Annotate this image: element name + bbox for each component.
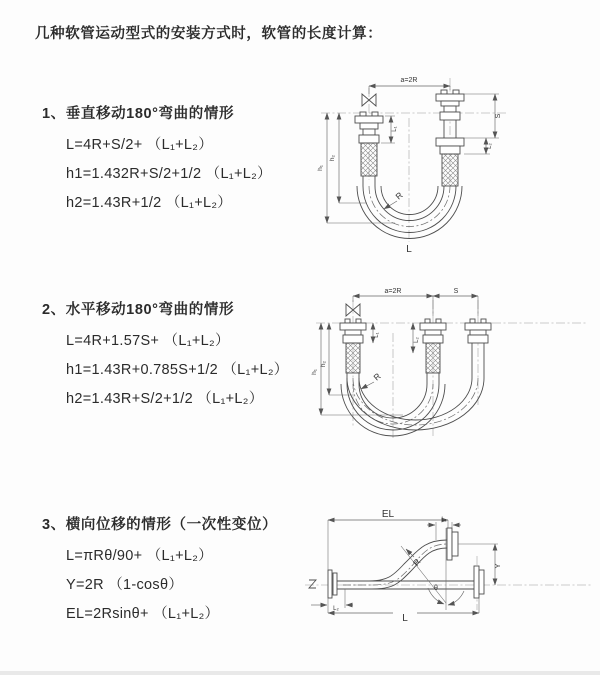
dim-label-s: S: [453, 288, 459, 295]
section-2-heading: 2、水平移动180°弯曲的情形: [42, 302, 235, 318]
right-flange: [474, 566, 484, 598]
dim-label-h2: h₂: [320, 360, 327, 368]
braid-section: [442, 154, 458, 186]
dim-label-l2: L₂: [333, 606, 339, 612]
dim-label-el: EL: [381, 509, 395, 520]
dim-label-l2: L₂: [414, 337, 420, 343]
formula: L=4R+1.57S+ （L₁+L₂）: [66, 333, 230, 349]
centerlines: [305, 556, 593, 610]
formula: h2=1.43R+S/2+1/2 （L₁+L₂）: [66, 391, 264, 407]
dim-label-l1: L₁: [441, 517, 447, 523]
formula: h1=1.432R+S/2+1/2 （L₁+L₂）: [66, 166, 272, 182]
dim-label-l2: L₂: [487, 143, 493, 149]
length-label: L: [406, 244, 412, 255]
middle-hose-end-fitting: [420, 319, 446, 384]
dim-label-a2r: a=2R: [400, 77, 418, 84]
left-flange: [328, 570, 345, 598]
dim-label-h2: h₂: [329, 154, 336, 162]
dimensions: [321, 296, 478, 415]
radius-label: R: [393, 189, 405, 202]
dimensions: [311, 520, 498, 613]
scan-edge-band: [0, 671, 600, 675]
dim-label-l1: L₁: [374, 332, 380, 338]
dim-label-h1: h₁: [311, 369, 318, 375]
section-3: [42, 517, 277, 635]
dim-label-l1: L₁: [392, 126, 398, 132]
section-2: [42, 302, 289, 420]
formula: h1=1.43R+0.785S+1/2 （L₁+L₂）: [66, 362, 289, 378]
formula: L=4R+S/2+ （L₁+L₂）: [66, 137, 214, 153]
u-bend-hose: [357, 186, 462, 239]
dim-label-l: L: [402, 613, 408, 624]
diagram-vertical-180-bend: [303, 68, 533, 258]
upper-flange-displaced-position: [447, 528, 458, 560]
dim-label-y: Y: [493, 563, 502, 569]
dimensions: [327, 86, 499, 223]
diagram-lateral-displacement: [295, 498, 600, 643]
formula: h2=1.43R+1/2 （L₁+L₂）: [66, 195, 233, 211]
left-hose-end-fitting: [355, 112, 383, 186]
centerlines: [321, 78, 508, 242]
dim-label-h1: h₁: [317, 165, 324, 171]
dim-label-a2r: a=2R: [384, 288, 402, 295]
centerline-break-mark: [309, 580, 316, 588]
radius-label: R: [371, 370, 383, 383]
formula: EL=2Rsinθ+ （L₁+L₂）: [66, 606, 220, 622]
braid-section: [361, 143, 377, 176]
page-title: 几种软管运动型式的安装方式时，软管的长度计算：: [35, 26, 383, 42]
section-1-heading: 1、垂直移动180°弯曲的情形: [42, 106, 235, 122]
braid-section: [426, 343, 440, 373]
radius-label: R: [410, 556, 423, 568]
s-curve-hose: [343, 540, 447, 589]
section-1: [42, 106, 272, 224]
angle-label: θ: [434, 585, 438, 592]
formula: L=πRθ/90+ （L₁+L₂）: [66, 548, 213, 564]
section-3-heading: 3、横向位移的情形（一次性变位）: [42, 517, 278, 533]
diagram-horizontal-180-bend: [298, 278, 598, 453]
formula: Y=2R （1-cosθ）: [66, 577, 184, 593]
dim-label-s: S: [495, 113, 502, 119]
right-hose-end-fitting-lower: [436, 138, 464, 186]
braid-section: [346, 343, 360, 373]
left-hose-end-fitting: [340, 319, 366, 384]
